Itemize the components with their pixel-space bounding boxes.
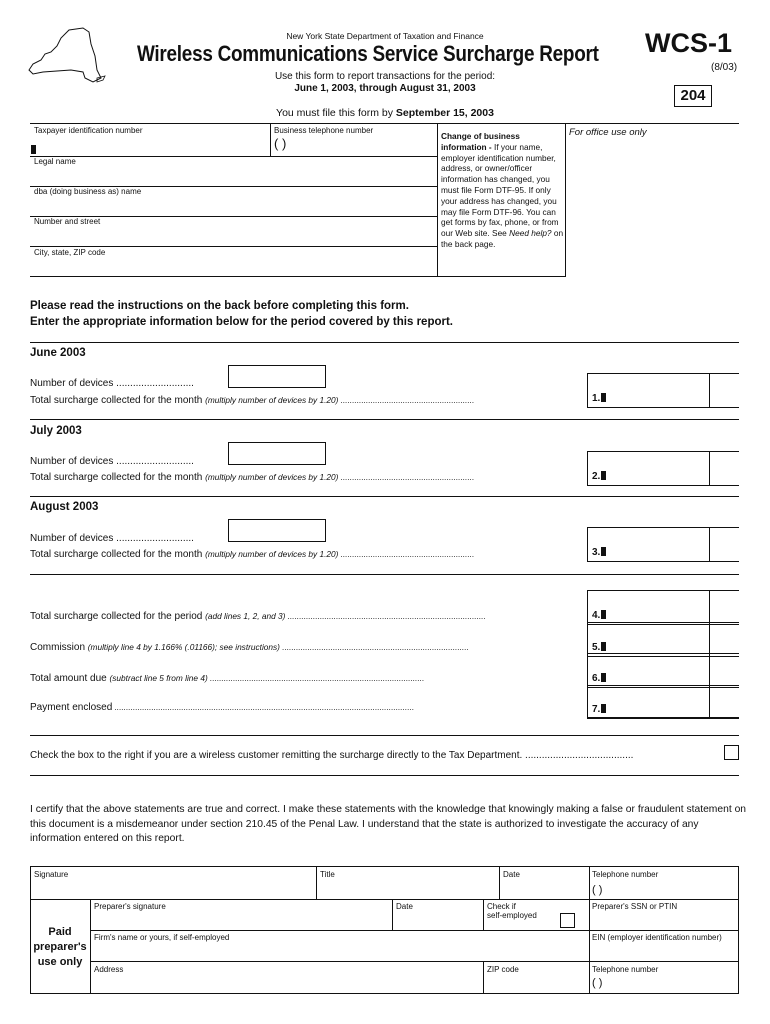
ein-label: EIN (employer identification number) — [592, 933, 722, 942]
preparer-telephone-field[interactable]: ( ) — [592, 977, 603, 989]
july-devices-input[interactable] — [228, 442, 326, 465]
department-name: New York State Department of Taxation and Finance — [286, 31, 484, 41]
wireless-customer-checkbox[interactable] — [724, 745, 739, 760]
june-surcharge-label: Total surcharge collected for the month (multiply number of devices by 1.20) .......................................................... — [30, 395, 475, 406]
dba-label: dba (doing business as) name — [34, 187, 142, 196]
street-label: Number and street — [34, 217, 101, 226]
august-devices-label: Number of devices ............................ — [30, 533, 194, 544]
self-employed-checkbox[interactable] — [560, 913, 575, 928]
line-6-amount[interactable]: 6. — [587, 653, 739, 688]
month-june-heading: June 2003 — [30, 347, 86, 359]
business-phone-field[interactable]: ( ) — [274, 136, 287, 151]
preparer-date-label: Date — [396, 902, 413, 911]
certification-text: I certify that the above statements are true and correct. I make these statements with the knowledge that knowingly making a false or fraudulent statement on this document is a misdemeanor under section 210.45 of the Penal Law. I understand that the state is authorized to investigate the accuracy of any information entered on this report. — [30, 804, 747, 844]
line-4-amount[interactable]: 4. — [587, 590, 739, 625]
preparer-ssn-label: Preparer's SSN or PTIN — [592, 902, 678, 911]
august-devices-input[interactable] — [228, 519, 326, 542]
title-label: Title — [320, 870, 335, 879]
signature-label: Signature — [34, 870, 69, 879]
address-label: Address — [94, 965, 124, 974]
june-devices-input[interactable] — [228, 365, 326, 388]
line-6-label: Total amount due (subtract line 5 from line 4) ............................................................................................. — [30, 673, 425, 684]
zip-label: ZIP code — [487, 965, 519, 974]
title-field[interactable] — [320, 880, 496, 898]
august-surcharge-label: Total surcharge collected for the month (multiply number of devices by 1.20) .......................................................... — [30, 549, 475, 560]
city-label: City, state, ZIP code — [34, 248, 106, 257]
date-label: Date — [503, 870, 520, 879]
period-intro: Use this form to report transactions for the period: — [274, 71, 496, 82]
line-5-amount[interactable]: 5. — [587, 622, 739, 657]
street-field[interactable] — [34, 227, 434, 245]
preparer-signature-label: Preparer's signature — [94, 902, 166, 911]
form-title: Wireless Communications Service Surcharge Report — [137, 41, 599, 66]
firm-name-label: Firm's name or yours, if self-employed — [94, 933, 230, 942]
preparer-telephone-label: Telephone number — [592, 965, 659, 974]
change-info-note: Change of business information - If your name, employer identification number, address, or owner/officer information has changed, you must file Form DTF-95. If only your address has changed, you may file Form DTF-96. You can get forms by fax, phone, or from our Web site. See Need help? on the back page. — [441, 131, 564, 249]
telephone-field[interactable]: ( ) — [592, 884, 603, 896]
month-july-heading: July 2003 — [30, 425, 82, 437]
telephone-label: Telephone number — [592, 870, 659, 879]
business-phone-label: Business telephone number — [274, 126, 374, 135]
customer-check-label: Check the box to the right if you are a wireless customer remitting the surcharge directly to the Tax Department. ....................................... — [30, 750, 634, 761]
signature-field[interactable] — [34, 880, 312, 898]
instructions: Please read the instructions on the back before completing this form. Enter the appropriate information below for the period covered by this report. — [30, 300, 453, 328]
line-7-label: Payment enclosed .................................................................................................................................. — [30, 702, 415, 713]
form-revision: (8/03) — [711, 62, 738, 73]
june-devices-label: Number of devices ............................ — [30, 378, 194, 389]
self-employed-label: Check if self-employed — [487, 902, 537, 920]
dba-field[interactable] — [34, 197, 434, 215]
due-prefix: You must file this form by — [276, 107, 393, 119]
change-heading: Change of business information - — [441, 131, 520, 152]
tin-field[interactable] — [34, 137, 266, 155]
line-5-label: Commission (multiply line 4 by 1.166% (.01166); see instructions) ................................................................................. — [30, 642, 469, 653]
office-use-label: For office use only — [569, 127, 647, 138]
report-period: June 1, 2003, through August 31, 2003 — [294, 83, 476, 94]
july-surcharge-label: Total surcharge collected for the month (multiply number of devices by 1.20) .......................................................... — [30, 472, 475, 483]
legal-name-field[interactable] — [34, 167, 434, 185]
due-date: September 15, 2003 — [395, 107, 494, 119]
city-field[interactable] — [34, 258, 434, 275]
legal-name-label: Legal name — [34, 157, 76, 166]
form-code-box: 204 — [674, 85, 712, 107]
form-id: WCS-1 — [645, 28, 732, 58]
line-1-amount[interactable]: 1. — [587, 373, 739, 408]
tin-label: Taxpayer identification number — [34, 126, 143, 135]
line-3-amount[interactable]: 3. — [587, 527, 739, 562]
line-7-amount[interactable]: 7. — [587, 685, 739, 719]
paid-preparer-label: Paid preparer's use only — [33, 926, 87, 968]
line-2-amount[interactable]: 2. — [587, 451, 739, 486]
month-august-heading: August 2003 — [30, 501, 99, 513]
july-devices-label: Number of devices ............................ — [30, 456, 194, 467]
due-date-line — [0, 107, 770, 119]
line-4-label: Total surcharge collected for the period (add lines 1, 2, and 3) ...................................................................................... — [30, 611, 486, 622]
